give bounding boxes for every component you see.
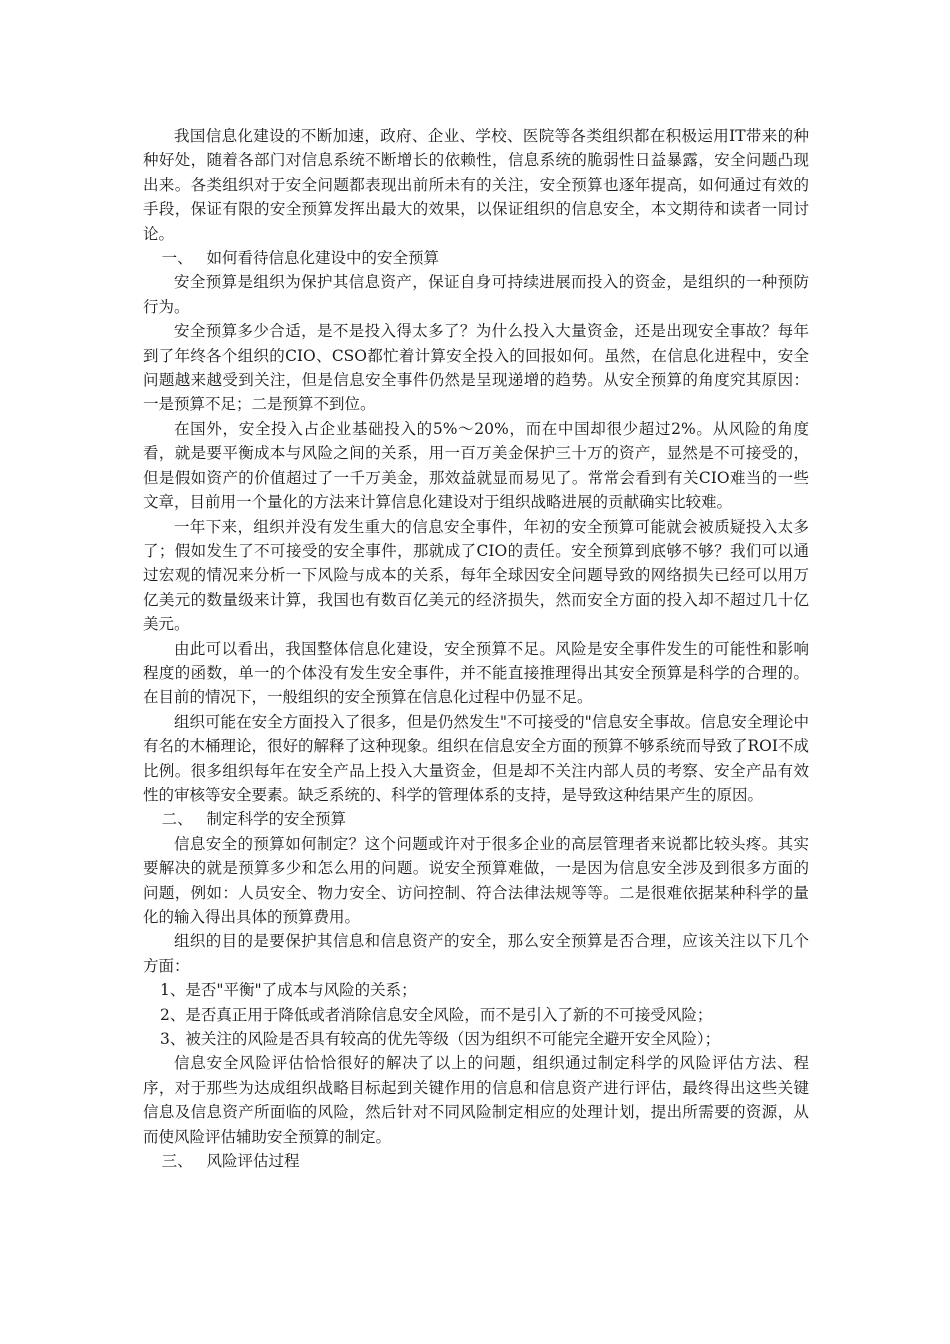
section-number: 一、 [161, 249, 193, 268]
paragraph: 一年下来，组织并没有发生重大的信息安全事件，年初的安全预算可能就会被质疑投入太多了；假如发生了不可接受的安全事件，那就成了CIO的责任。安全预算到底够不够？我们可以通过宏观的情况来分析一下风险与成本的关系，每年全球因安全问题导致的网络损失已经可以用万亿美元的数量级来计算，我国也有数百亿美元的经济损失，然而安全方面的投入却不超过几十亿美元。 [143, 517, 809, 634]
paragraph: 在国外，安全投入占企业基础投入的5%～20%，而在中国却很少超过2%。从风险的角度看，就是要平衡成本与风险之间的关系，用一百万美金保护三十万的资产，显然是不可接受的，但是假如资产的价值超过了一千万美金，那效益就显而易见了。常常会看到有关CIO难当的一些文章，目前用一个量化的方法来计算信息化建设对于组织战略进展的贡献确实比较难。 [143, 419, 809, 512]
section-number: 二、 [161, 810, 193, 829]
paragraph: 组织可能在安全方面投入了很多，但是仍然发生"不可接受的"信息安全事故。信息安全理论中有名的木桶理论，很好的解释了这种现象。组织在信息安全方面的预算不够系统而导致了ROI不成比例。很多组织每年在安全产品上投入大量资金，但是却不关注内部人员的考察、安全产品有效性的审核等安全要素。缺乏系统的、科学的管理体系的支持，是导致这种结果产生的原因。 [143, 712, 810, 804]
list-item: 3、被关注的风险是否具有较高的优先等级（因为组织不可能完全避开安全风险）； [160, 1030, 721, 1049]
list-item: 2、是否真正用于降低或者消除信息安全风险，而不是引入了新的不可接受风险； [160, 1005, 713, 1024]
section-heading-2 [143, 807, 809, 831]
list-item: 1、是否"平衡"了成本与风险的关系； [160, 981, 417, 1000]
section-heading-3 [143, 1149, 809, 1173]
section-number: 三、 [161, 1152, 193, 1171]
section-title: 风险评估过程 [206, 1152, 300, 1171]
section-title: 如何看待信息化建设中的安全预算 [206, 249, 440, 268]
paragraph: 由此可以看出，我国整体信息化建设，安全预算不足。风险是安全事件发生的可能性和影响程度的函数，单一的个体没有发生安全事件，并不能直接推理得出其安全预算是科学的合理的。在目前的情况下，一般组织的安全预算在信息化过程中仍显不足。 [143, 639, 809, 707]
section-heading-1 [143, 246, 809, 270]
document-body [143, 124, 809, 1173]
paragraph-intro: 我国信息化建设的不断加速，政府、企业、学校、医院等各类组织都在积极运用IT带来的种种好处，随着各部门对信息系统不断增长的依赖性，信息系统的脆弱性日益暴露，安全问题凸现出来。各类组织对于安全问题都表现出前所未有的关注，安全预算也逐年提高，如何通过有效的手段，保证有限的安全预算发挥出最大的效果，以保证组织的信息安全，本文期待和读者一同讨论。 [143, 127, 809, 243]
paragraph: 安全预算是组织为保护其信息资产，保证自身可持续进展而投入的资金，是组织的一种预防行为。 [143, 273, 809, 316]
paragraph: 组织的目的是要保护其信息和信息资产的安全，那么安全预算是否合理，应该关注以下几个方面： [143, 932, 809, 975]
section-title: 制定科学的安全预算 [206, 810, 347, 829]
paragraph: 安全预算多少合适，是不是投入得太多了？为什么投入大量资金，还是出现安全事故？每年到了年终各个组织的CIO、CSO都忙着计算安全投入的回报如何。虽然，在信息化进程中，安全问题越来越受到关注，但是信息安全事件仍然是呈现递增的趋势。从安全预算的角度究其原因：一是预算不足；二是预算不到位。 [143, 322, 809, 414]
paragraph: 信息安全的预算如何制定？这个问题或许对于很多企业的高层管理者来说都比较头疼。其实要解决的就是预算多少和怎么用的问题。说安全预算难做，一是因为信息安全涉及到很多方面的问题，例如：人员安全、物力安全、访问控制、符合法律法规等等。二是很难依据某种科学的量化的输入得出具体的预算费用。 [143, 834, 809, 926]
paragraph: 信息安全风险评估恰恰很好的解决了以上的问题，组织通过制定科学的风险评估方法、程序，对于那些为达成组织战略目标起到关键作用的信息和信息资产进行评估，最终得出这些关键信息及信息资产所面临的风险，然后针对不同风险制定相应的处理计划，提出所需要的资源，从而使风险评估辅助安全预算的制定。 [143, 1054, 809, 1146]
